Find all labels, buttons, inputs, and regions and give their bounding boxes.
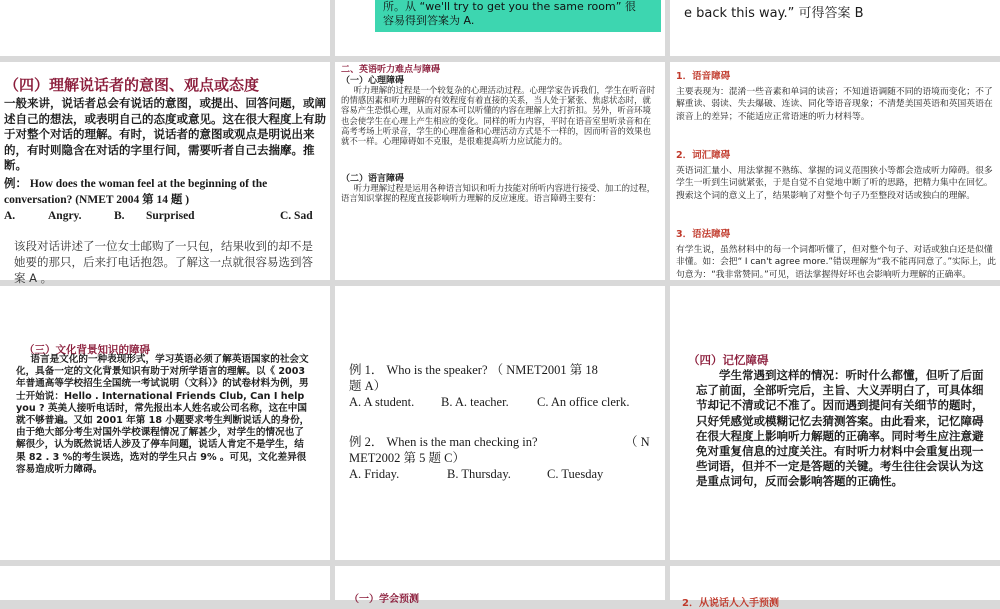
slide-10 bbox=[0, 566, 330, 600]
option-a-text: Angry. bbox=[48, 210, 82, 222]
example-1 bbox=[349, 362, 655, 410]
example-2-option-c: C. Tuesday bbox=[547, 467, 604, 481]
answer-line-1: 所。从 “we'll try to get you the same room” 很 bbox=[383, 0, 636, 13]
example-2-options bbox=[349, 466, 655, 482]
paragraph-grammar: 有学生说，虽然材料中的每一个词都听懂了，但对整个句子、对话或独白还是似懂非懂。如：会把“ I can't agree more.”错误理解为“我不能再同意了。”实际上，此句意为：“我非常赞同。”可见，语法掌握得好坏也会影响听力理解的正确率。 bbox=[676, 245, 997, 280]
slide-8 bbox=[335, 286, 665, 560]
example-question: 例： How does the woman feel at the beginning of the conversation? (NMET 2004 第 14 题 ) bbox=[4, 178, 268, 206]
section-heading: （四）理解说话者的意图、观点或态度 bbox=[4, 76, 260, 94]
slide-6 bbox=[670, 62, 1000, 280]
example-1-source: 题 A） bbox=[349, 379, 387, 393]
section-heading: （四）记忆障碍 bbox=[688, 353, 769, 367]
example-1-question: 例 1． Who is the speaker? （ NMET2001 第 18 bbox=[349, 363, 598, 377]
example-2-question: 例 2． When is the man checking in? bbox=[349, 435, 538, 449]
subheading-psychological: （一）心理障碍 bbox=[341, 76, 405, 86]
heading-pronunciation: 1．语音障碍 bbox=[676, 71, 731, 82]
slide-11 bbox=[335, 566, 665, 605]
answer-text: e back this way.” 可得答案 B bbox=[684, 6, 864, 21]
example-2-option-a: A. Friday. bbox=[349, 467, 400, 481]
section-paragraph: 一般来讲，说话者总会有说话的意图，或提出、回答问题，或阐述自己的想法，或表明自己的态度或意见。这在很大程度上有助于对整个对话的理解。有时，说话者的意图或观点是明说出来的，有时则隐含在对话的字里行间，需要听者自己去揣摩。推断。 bbox=[4, 96, 326, 172]
heading-grammar: 3．语法障碍 bbox=[676, 229, 731, 240]
section-heading: 二、英语听力难点与障碍 bbox=[341, 65, 441, 75]
example-2-question-row bbox=[349, 434, 655, 450]
option-c: C. Sad bbox=[280, 210, 313, 222]
slide-12 bbox=[670, 566, 1000, 609]
option-a-letter: A. bbox=[4, 210, 16, 222]
explanation-paragraph: 该段对话讲述了一位女士邮购了一只包，结果收到的却不是她要的那只，后来打电话抱怨。了解这一点就很容易选到答案 A 。 bbox=[14, 239, 313, 285]
slide-7 bbox=[0, 286, 330, 560]
paragraph-vocabulary: 英语词汇量小、用法掌握不熟练、掌握的词义范围狭小等都会造成听力障碍。很多学生一听到生词就紧张，于是自觉不自觉地中断了听的思路，把精力集中在回忆。搜索这个词的意义上了，结果影响了对整个句子乃至整段对话或独白的理解。 bbox=[676, 166, 993, 201]
example-2-source-start: （ N bbox=[625, 435, 650, 449]
example-1-option-b: B. A. teacher. bbox=[441, 395, 509, 409]
section-paragraph: 语言是文化的一种表现形式，学习英语必须了解英语国家的社会文化，具备一定的文化背景知识有助于对所学语言的理解。以《 2003 年普通高等学校招生全国统一考试说明（文科）》的试卷材料为例，男士开始说：Hello . International Friends Club, Can I help you ? 英美人接听电话时，常先报出本人姓名或公司名称，这在中国就不够普遍。又如 2001 年第 18 小题要求考生判断说话人的身份，由于绝大部分考生对国外学校课程情况了解甚少，对学生的情况也了解很少，认为既然说话人涉及了停车问题，说话人肯定不是学生，结果 82 . 3 %的考生误选，选对的学生只占 9% 。可见，文化差异很容易造成听力障碍。 bbox=[16, 354, 310, 475]
section-heading: （一）学会预测 bbox=[349, 594, 419, 605]
example-1-option-c: C. An office clerk. bbox=[537, 395, 630, 409]
example-2-source: MET2002 第 5 题 C） bbox=[349, 451, 465, 465]
subheading-language: （二）语言障碍 bbox=[341, 174, 405, 184]
example-1-option-a: A. A student. bbox=[349, 395, 415, 409]
example-1-options bbox=[349, 394, 655, 410]
slide-9 bbox=[670, 286, 1000, 560]
paragraph-language: 听力理解过程是运用各种语言知识和听力技能对所听内容进行接受、加工的过程，语言知识掌握的程度直接影响听力理解的反应速度。语言障碍主要有： bbox=[341, 183, 656, 204]
section-heading: 2．从说话人入手预测 bbox=[682, 598, 779, 609]
paragraph-psychological: 听力理解的过程是一个较复杂的心理活动过程。心理学家告诉我们，学生在听音时的情感因素和听力理解的有效程度有着直接的关系，当人处于紧张、焦虑状态时，就容易产生恐惧心理，从而对原本可以听懂的内容在理解上大打折扣。另外，听音环境也会使学生在心理上产生相应的变化。同样的听力内容，平时在语音室里听录音和在高考考场上听录音，学生的心理准备和心理活动方式是不一样的，因而听音的效果也就不一样。心理障碍如不克服，是很难提高听力应试能力的。 bbox=[341, 85, 656, 147]
example-2-option-b: B. Thursday. bbox=[447, 467, 511, 481]
example-2 bbox=[349, 434, 655, 482]
heading-vocabulary: 2．词汇障碍 bbox=[676, 150, 731, 161]
paragraph-pronunciation: 主要表现为：混淆一些音素和单词的读音；不知道语调随不同的语境而变化；不了解重读、弱读、失去爆破、连读、同化等语音现象；不清楚美国英语和英国英语在滚音上的差异；不能适应正常语速的听力材料等。 bbox=[676, 87, 993, 122]
section-paragraph: 学生常遇到这样的情况：听时什么都懂，但听了后面忘了前面，全部听完后，主旨、大义弄明白了，可具体细节却记不清或记不准了。因而遇到提问有关细节的题时，只好凭感觉或模糊记忆去猜测答案。由此看来，记忆障碍在很大程度上影响听力解题的正确率。同时考生应注意避免对重复信息的过度关注。有时听力材料中会重复出现一些词语，但并不一定是答题的关键。考生往往会误认为这是重点词句，反而会影响答题的正确性。 bbox=[696, 368, 984, 489]
slide-5 bbox=[335, 62, 665, 280]
option-b-letter: B. bbox=[114, 210, 125, 222]
slide-3 bbox=[670, 0, 1000, 56]
option-b-text: Surprised bbox=[146, 210, 195, 222]
section-heading: （三）文化背景知识的障碍 bbox=[24, 344, 150, 356]
slide-2 bbox=[335, 0, 665, 56]
slide-4 bbox=[0, 62, 330, 285]
answer-highlight-box bbox=[375, 0, 661, 32]
slide-1 bbox=[0, 0, 330, 56]
answer-line-2: 容易得到答案为 A. bbox=[383, 14, 475, 27]
